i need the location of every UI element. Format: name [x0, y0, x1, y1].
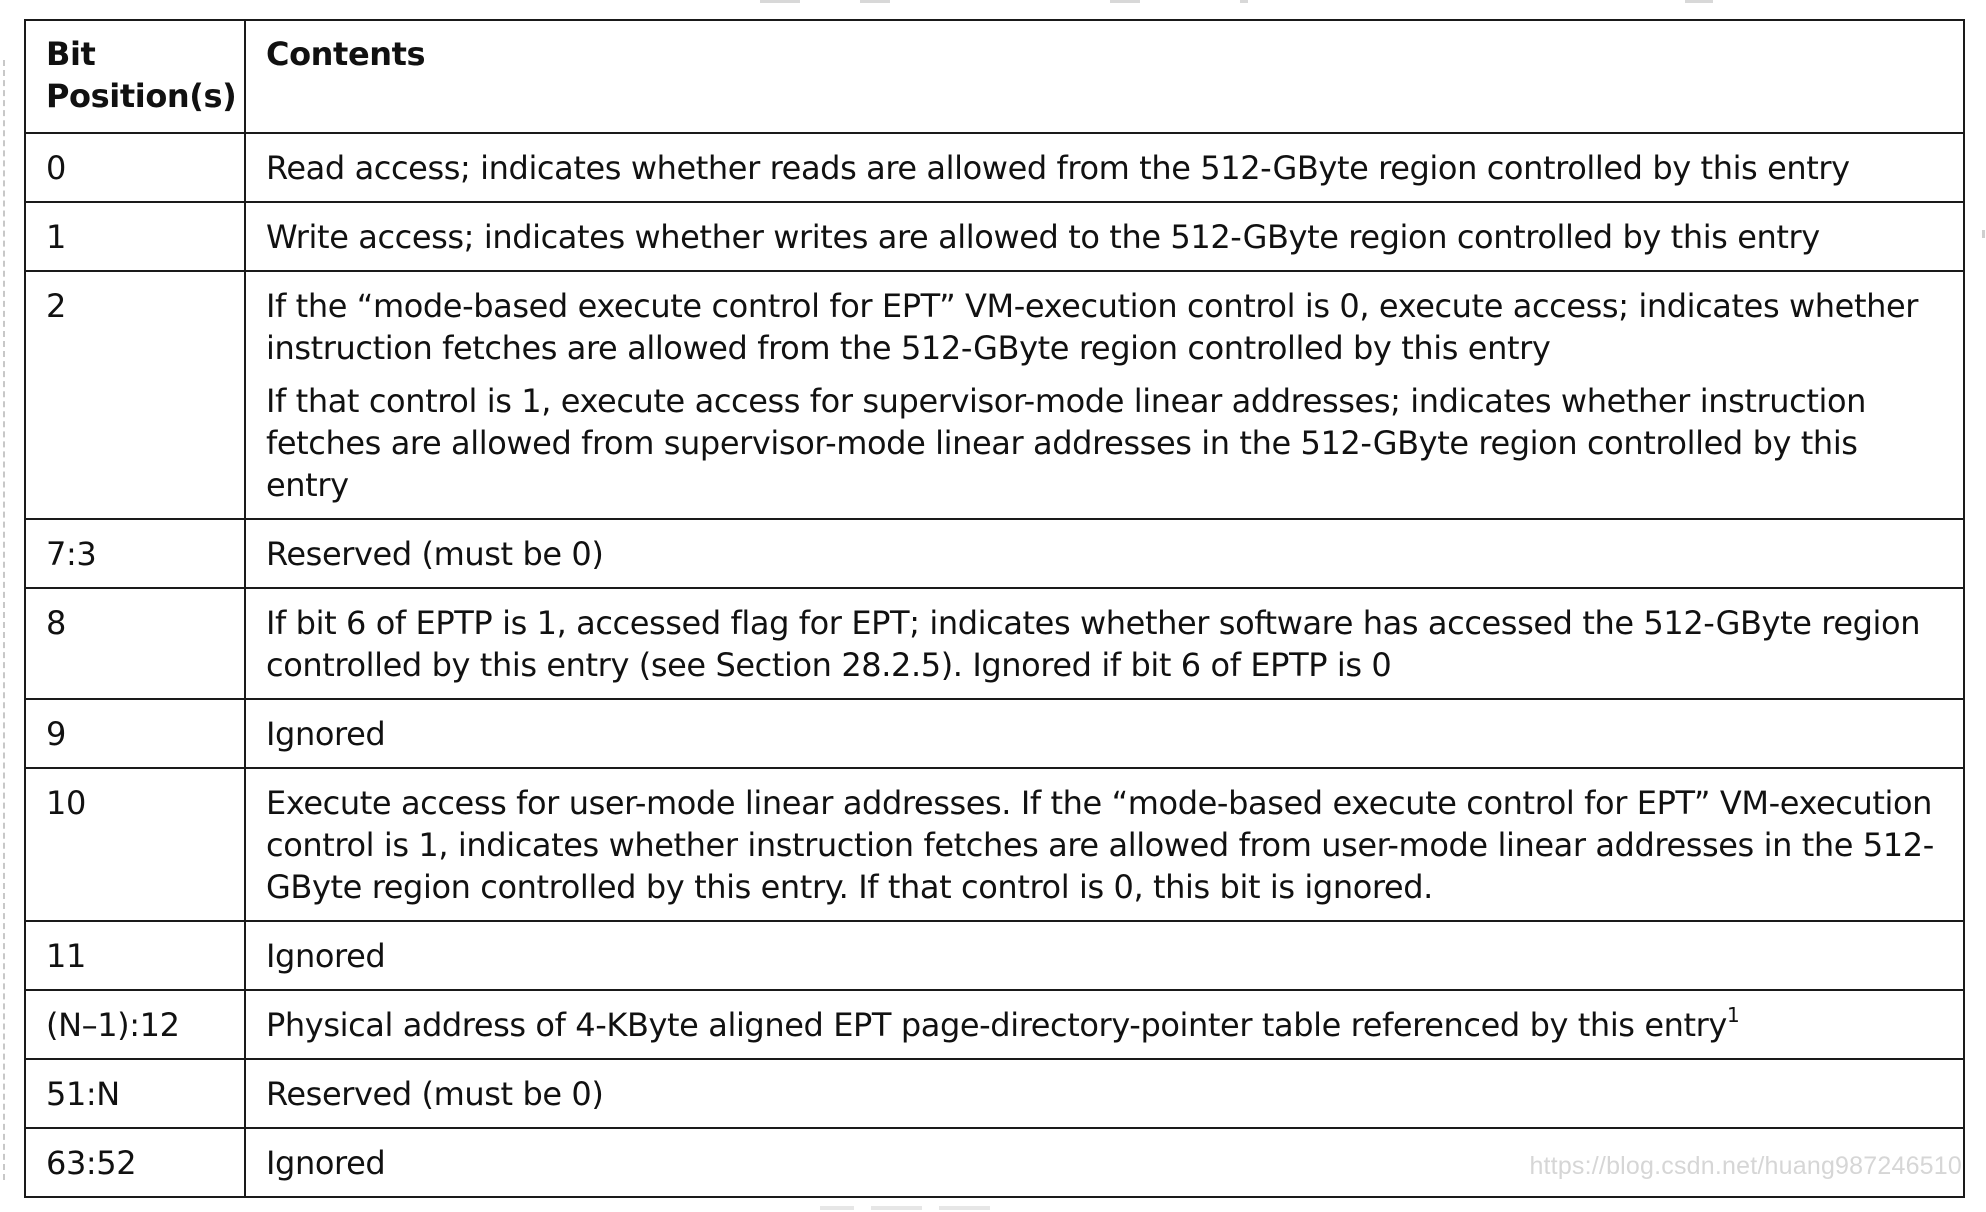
- bit-position-cell: 9: [25, 699, 245, 768]
- contents-cell: [245, 921, 1964, 990]
- table-row: [25, 699, 1964, 768]
- contents-cell: [245, 202, 1964, 271]
- table-row: [25, 202, 1964, 271]
- contents-text: Execute access for user-mode linear addresses. If the “mode-based execute control for EPT” VM-execution control is 1, indicates whether instruction fetches are allowed from user-mode linear addresses in the 512-GByte region controlled by this entry. If that control is 0, this bit is ignored.: [266, 784, 1934, 906]
- bit-position-cell: 0: [25, 133, 245, 202]
- table-row: [25, 271, 1964, 519]
- table-row: [25, 588, 1964, 699]
- contents-text: Ignored: [266, 1144, 386, 1182]
- right-edge-mark: [1982, 230, 1985, 238]
- contents-text-with-footnote: [266, 1004, 1943, 1046]
- top-edge-mark: [760, 0, 800, 3]
- top-edge-mark: [1685, 0, 1713, 3]
- contents-text: Ignored: [266, 937, 386, 975]
- contents-cell: [245, 519, 1964, 588]
- contents-text: Write access; indicates whether writes are allowed to the 512-GByte region controlled by this entry: [266, 218, 1820, 256]
- contents-cell: [245, 699, 1964, 768]
- contents-text: Reserved (must be 0): [266, 1075, 604, 1113]
- bit-position-cell: 63:52: [25, 1128, 245, 1197]
- bit-position-cell: 11: [25, 921, 245, 990]
- contents-text: If the “mode-based execute control for EPT” VM-execution control is 0, execute access; indicates whether instruction fetches are allowed from the 512-GByte region controlled by this entry: [266, 287, 1919, 367]
- table-row: [25, 768, 1964, 921]
- contents-cell: [245, 133, 1964, 202]
- bit-position-cell: 8: [25, 588, 245, 699]
- table-row: [25, 133, 1964, 202]
- bit-position-cell: 2: [25, 271, 245, 519]
- top-edge-mark: [1110, 0, 1140, 3]
- contents-cell: [245, 1059, 1964, 1128]
- contents-text: Read access; indicates whether reads are allowed from the 512-GByte region controlled by this entry: [266, 149, 1850, 187]
- contents-text: If bit 6 of EPTP is 1, accessed flag for EPT; indicates whether software has accessed the 512-GByte region controlled by this entry (see Section 28.2.5). Ignored if bit 6 of EPTP is 0: [266, 604, 1921, 684]
- source-watermark: https://blog.csdn.net/huang987246510: [1529, 1152, 1962, 1180]
- bit-position-cell: 1: [25, 202, 245, 271]
- bit-position-cell: 51:N: [25, 1059, 245, 1128]
- contents-text: If that control is 1, execute access for supervisor-mode linear addresses; indicates whether instruction fetches are allowed from supervisor-mode linear addresses in the 512-GByte region controlled by this entry: [266, 382, 1867, 504]
- header-bit-position: Bit Position(s): [25, 20, 245, 133]
- table-row: [25, 519, 1964, 588]
- bit-position-cell: 7:3: [25, 519, 245, 588]
- margin-rule: [3, 60, 5, 1180]
- contents-text: Ignored: [266, 715, 386, 753]
- bit-position-cell: (N–1):12: [25, 990, 245, 1059]
- contents-cell: [245, 271, 1964, 519]
- contents-cell: [245, 588, 1964, 699]
- bottom-edge-mark: [820, 1206, 990, 1210]
- bit-position-cell: 10: [25, 768, 245, 921]
- contents-text: Physical address of 4-KByte aligned EPT page-directory-pointer table referenced by this entry: [266, 1006, 1727, 1044]
- footnote-marker: 1: [1726, 1003, 1740, 1028]
- top-edge-mark: [1240, 0, 1248, 3]
- table-header-row: [25, 20, 1964, 133]
- contents-cell: [245, 768, 1964, 921]
- contents-text: Reserved (must be 0): [266, 535, 604, 573]
- ept-pml4-entry-format-table: [24, 19, 1965, 1198]
- table-row: [25, 1059, 1964, 1128]
- table-row: [25, 990, 1964, 1059]
- contents-cell: [245, 990, 1964, 1059]
- table-row: [25, 921, 1964, 990]
- top-edge-mark: [860, 0, 890, 3]
- header-contents: Contents: [245, 20, 1964, 133]
